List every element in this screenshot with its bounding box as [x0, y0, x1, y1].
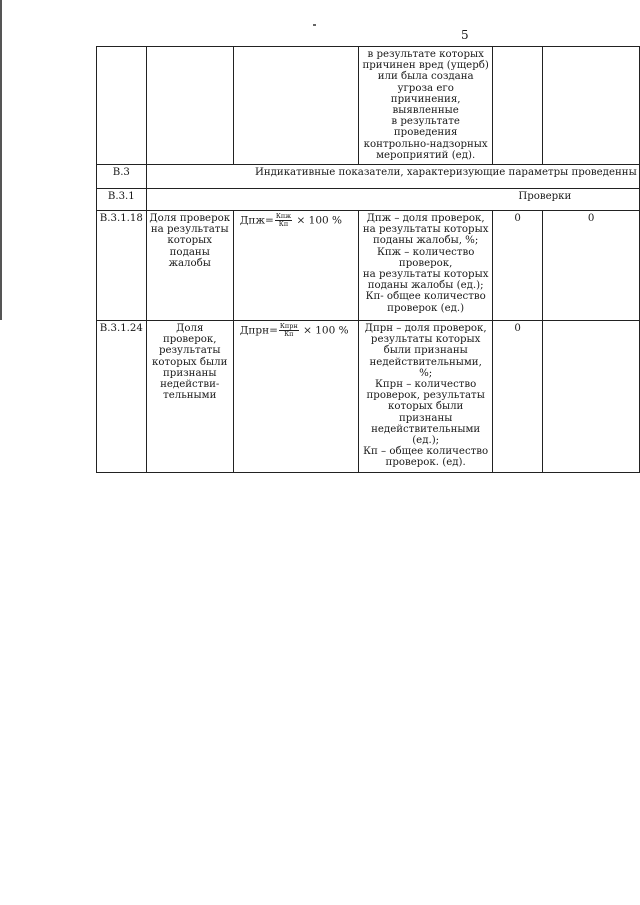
row-formula: [233, 321, 359, 473]
row-code: В.3.1.18: [97, 211, 147, 321]
table-row: [97, 211, 640, 321]
cell-value: [543, 47, 640, 165]
scan-left-edge: [0, 0, 2, 320]
subsection-code: В.3.1: [97, 189, 147, 211]
formula-fraction: [275, 213, 292, 228]
formula-numerator: Кпж: [275, 212, 292, 221]
table-row-subsection: [97, 189, 640, 211]
row-formula: [233, 211, 359, 321]
cell-description: в результате которых причинен вред (ущерб) или была создана угроза его причинения, выявленные в результате проведения контрольно-надзорных мероприятий (ед).: [359, 47, 492, 165]
indicators-table: [96, 46, 640, 473]
subsection-title: Проверки: [146, 189, 639, 211]
table-row-continued: [97, 47, 640, 165]
row-value-1: 0: [492, 321, 542, 473]
row-value-2: 0: [543, 211, 640, 321]
formula-denominator: Кп: [284, 330, 294, 339]
row-value-2: [543, 321, 640, 473]
section-code: В.3: [97, 165, 147, 189]
row-description: Дпрн – доля проверок, результаты которых были признаны недействительными, %; Кпрн – количество проверок, результаты которых были признаны недействительными (ед.); Кп – общее количество проверок. (ед).: [359, 321, 492, 473]
cell-value: [492, 47, 542, 165]
formula-denominator: Кп: [278, 220, 289, 229]
formula-rhs: × 100 %: [296, 214, 342, 227]
row-description: Дпж – доля проверок, на результаты которых поданы жалобы, %; Кпж – количество проверок, на результаты которых поданы жалобы (ед.); Кп- общее количество проверок (ед.): [359, 211, 492, 321]
cell-code: [97, 47, 147, 165]
row-name: Доля проверок на результаты которых поданы жалобы: [146, 211, 233, 321]
row-value-1: 0: [492, 211, 542, 321]
formula-lhs: Дпж=: [239, 214, 274, 227]
cell-formula: [233, 47, 359, 165]
table-row-section: [97, 165, 640, 189]
page-number: 5: [461, 28, 469, 42]
formula-lhs: Дпрн=: [239, 324, 278, 337]
formula-fraction: [279, 323, 299, 338]
formula-numerator: Кпрн: [279, 322, 298, 331]
section-title: Индикативные показатели, характеризующие параметры проведенны: [146, 165, 639, 189]
cell-name: [146, 47, 233, 165]
row-name: Доля проверок, результаты которых были признаны недействи- тельными: [146, 321, 233, 473]
scan-artifact: [313, 24, 316, 26]
formula-rhs: × 100 %: [303, 324, 349, 337]
row-code: В.3.1.24: [97, 321, 147, 473]
table-row: [97, 321, 640, 473]
